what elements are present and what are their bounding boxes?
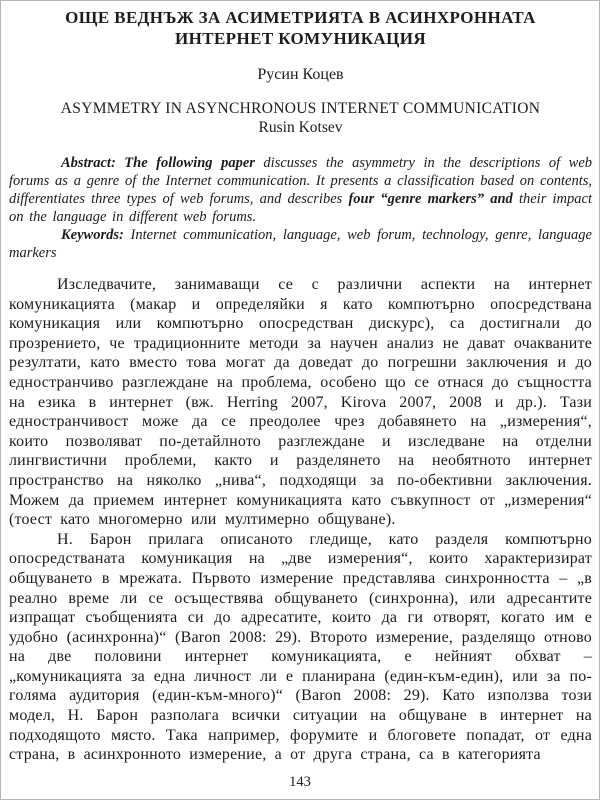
abstract-label: Abstract: The following paper <box>61 155 255 171</box>
page-title: ОЩЕ ВЕДНЪЖ ЗА АСИМЕТРИЯТА В АСИНХРОННАТА ИНТЕРНЕТ КОМУНИКАЦИЯ <box>65 8 536 48</box>
keywords-text: Internet communication, language, web forum, technology, genre, language markers <box>9 227 592 261</box>
body-paragraph-2: Н. Барон прилага описаното гледище, като разделя компютърно опосредстваната комуникация на „две измерения“, които характеризират общуването в мрежата. Първото измерение представлява синхронността – „в реално време ли се осъществява общуването (синхронна), или адресантите изпращат съобщенията си до адресатите, които да ги отворят, когато им е удобно (асинхронна)“ (Baron 2008: 29). Второто измерение, разделящо отново на две половини интернет комуникацията, е нейният обхват – „комуникацията за една личност ли е планирана (един-към-един), или за по-голяма аудитория (един-към-много)“ (Baron 2008: 29). Като използва този модел, Н. Барон разполага всички ситуации на общуване в интернет на подходящото място. Така например, форумите и блоговете попадат, от една страна, в асинхронното измерение, а от друга страна, са в категорията <box>9 530 592 764</box>
author-name-en: Rusin Kotsev <box>258 119 343 136</box>
abstract-emphasis: four “genre markers” and <box>348 191 513 207</box>
title-english: ASYMMETRY IN ASYNCHRONOUS INTERNET COMMUNICATION <box>60 100 541 117</box>
keywords-paragraph <box>9 226 592 262</box>
abstract-text-1: discusses the asymmetry in the descriptions of web forums as a genre of the Internet communication. It presents a classification based on contents, differentiates three types of web forums, and describes <box>9 155 593 207</box>
body-paragraph-1: Изследвачите, занимаващи се с различни аспекти на интернет комуникацията (макар и определяйки я като компютърно опосредствана комуникация или компютърно опосредстван дискурс), са достигнали до прозрението, че традиционните методи за научен анализ не дават очакваните резултати, като вместо това могат да доведат до погрешни заключения и до едностранчиво разглеждане на проблема, особено що се отнася до същността на езика в интернет (вж. Herring 2007, Kirova 2007, 2008 и др.). Тази едностранчивост може да се преодолее чрез добавянето на „измерения“, които позволяват по-детайлното разглеждане и изследване на отделни лингвистични проблеми, както и разделянето на необятното интернет пространство на няколко „нива“, подходящи за по-обективни заключения. Можем да приемем интернет комуникацията като съвкупност от „измерения“ (тоест като многомерно или мултимерно общуване). <box>9 276 592 529</box>
keywords-label: Keywords: <box>61 227 124 243</box>
abstract-paragraph <box>9 154 592 226</box>
page-number: 143 <box>289 774 311 790</box>
abstract-text-2: their impact on the language in different web forums. <box>9 191 592 225</box>
author-name-bg: Русин Коцев <box>257 66 344 83</box>
